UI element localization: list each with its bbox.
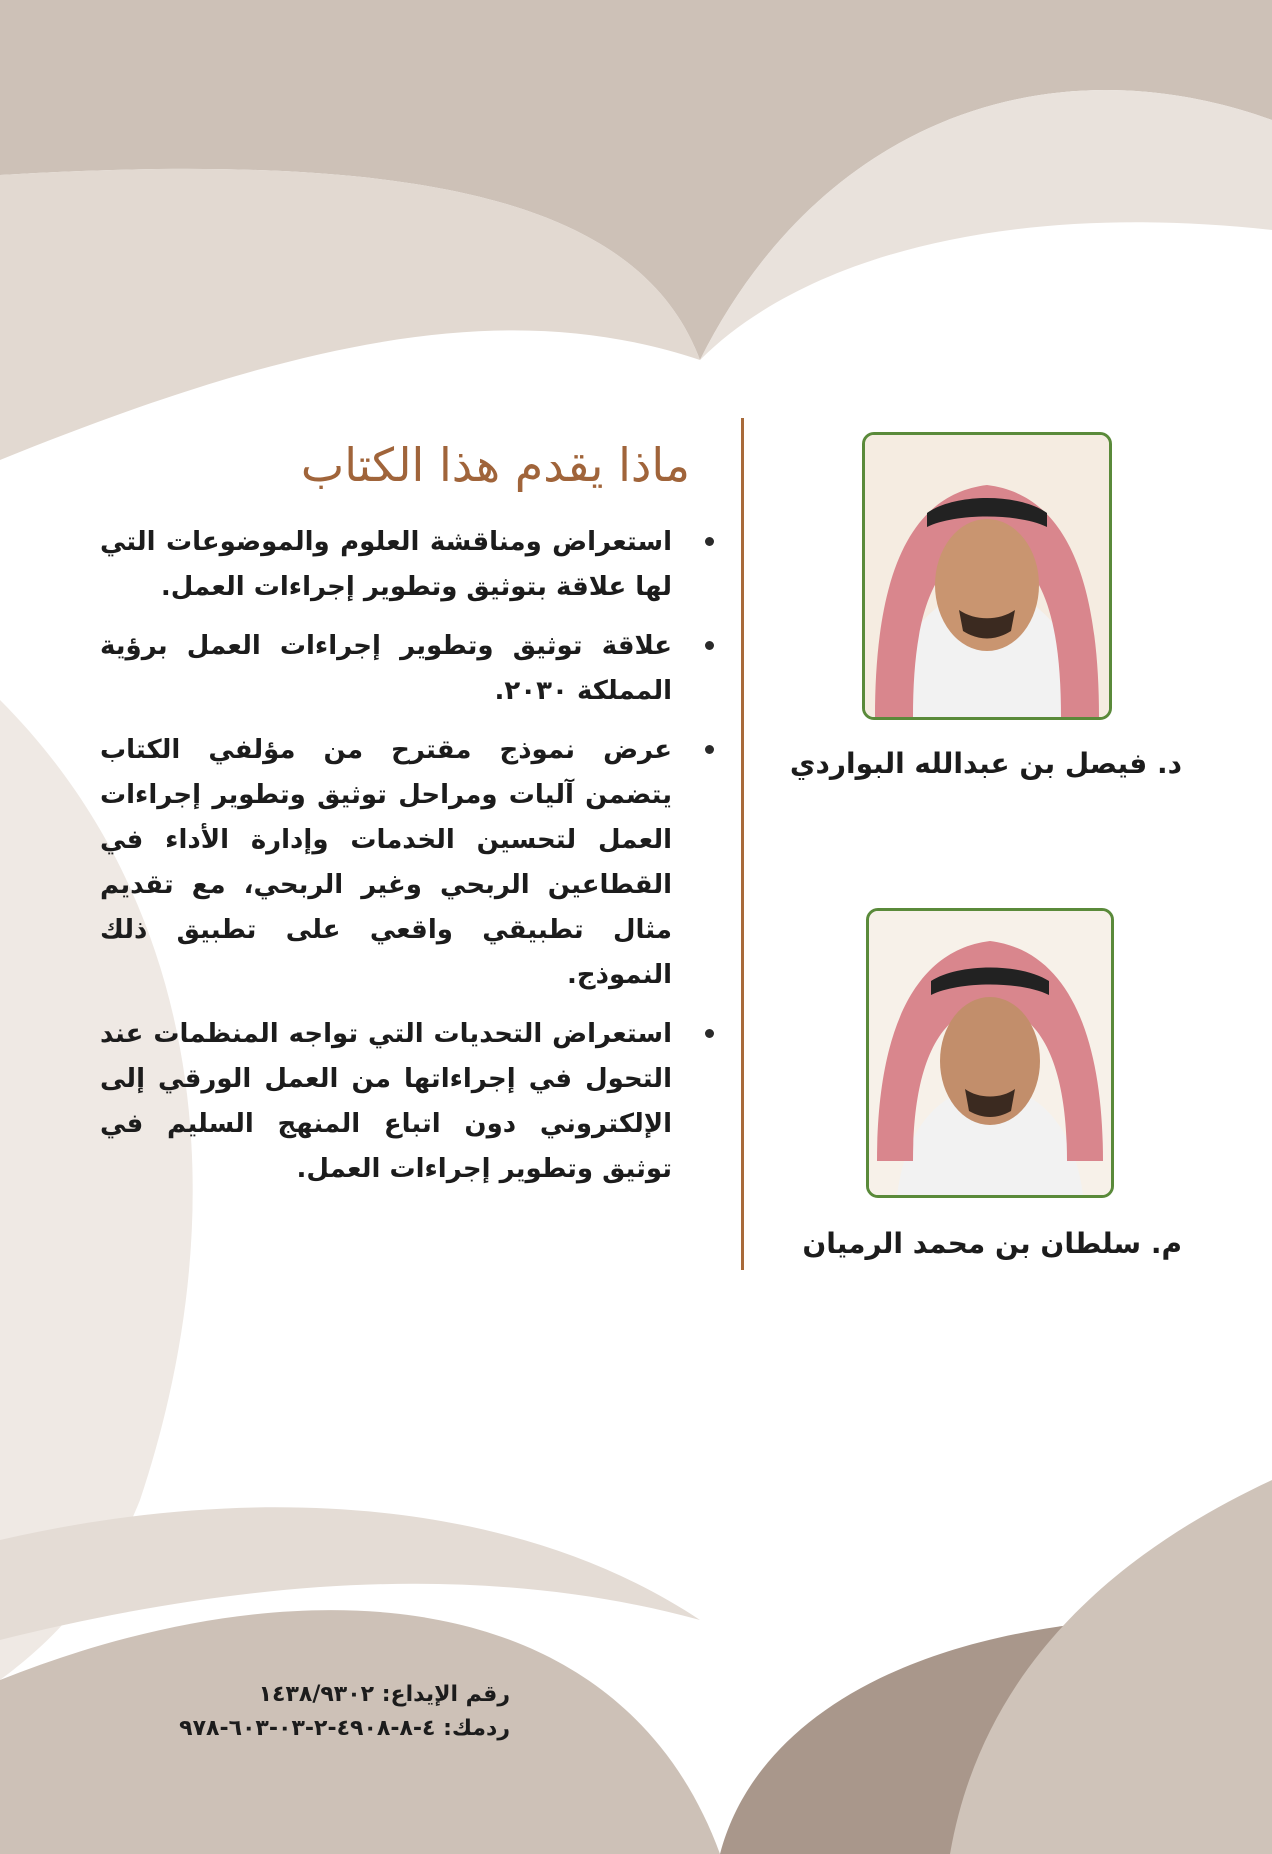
author-photo-2	[866, 908, 1114, 1198]
list-item: عرض نموذج مقترح من مؤلفي الكتاب يتضمن آليات ومراحل توثيق وتطوير إجراءات العمل لتحسين الخدمات وإدارة الأداء في القطاعين الربحي وغير الربحي، مع تقديم مثال تطبيقي واقعي على تطبيق ذلك النموذج.	[100, 728, 720, 998]
section-heading: ماذا يقدم هذا الكتاب	[300, 438, 690, 492]
portrait-icon	[865, 435, 1109, 717]
list-item: علاقة توثيق وتطوير إجراءات العمل برؤية المملكة ٢٠٣٠.	[100, 624, 720, 714]
deposit-number: رقم الإيداع: ١٤٣٨/٩٣٠٢	[258, 1682, 510, 1707]
author-photo-1	[862, 432, 1112, 720]
vertical-divider	[741, 418, 744, 1270]
bullet-icon	[705, 1029, 714, 1038]
portrait-icon	[869, 911, 1111, 1195]
feature-list	[100, 520, 720, 1206]
bullet-icon	[705, 641, 714, 650]
list-item: استعراض ومناقشة العلوم والموضوعات التي لها علاقة بتوثيق وتطوير إجراءات العمل.	[100, 520, 720, 610]
isbn-number: ردمك: ٤-٨-٤٩٠٨-٢-٠٣-٦٠٣-٩٧٨	[179, 1716, 510, 1741]
bullet-icon	[705, 745, 714, 754]
list-item: استعراض التحديات التي تواجه المنظمات عند التحول في إجراءاتها من العمل الورقي إلى الإلكتروني دون اتباع المنهج السليم في توثيق وتطوير إجراءات العمل.	[100, 1012, 720, 1192]
bullet-icon	[705, 537, 714, 546]
author-name-1: د. فيصل بن عبدالله البواردي	[789, 747, 1182, 780]
author-name-2: م. سلطان بن محمد الرميان	[802, 1227, 1182, 1260]
